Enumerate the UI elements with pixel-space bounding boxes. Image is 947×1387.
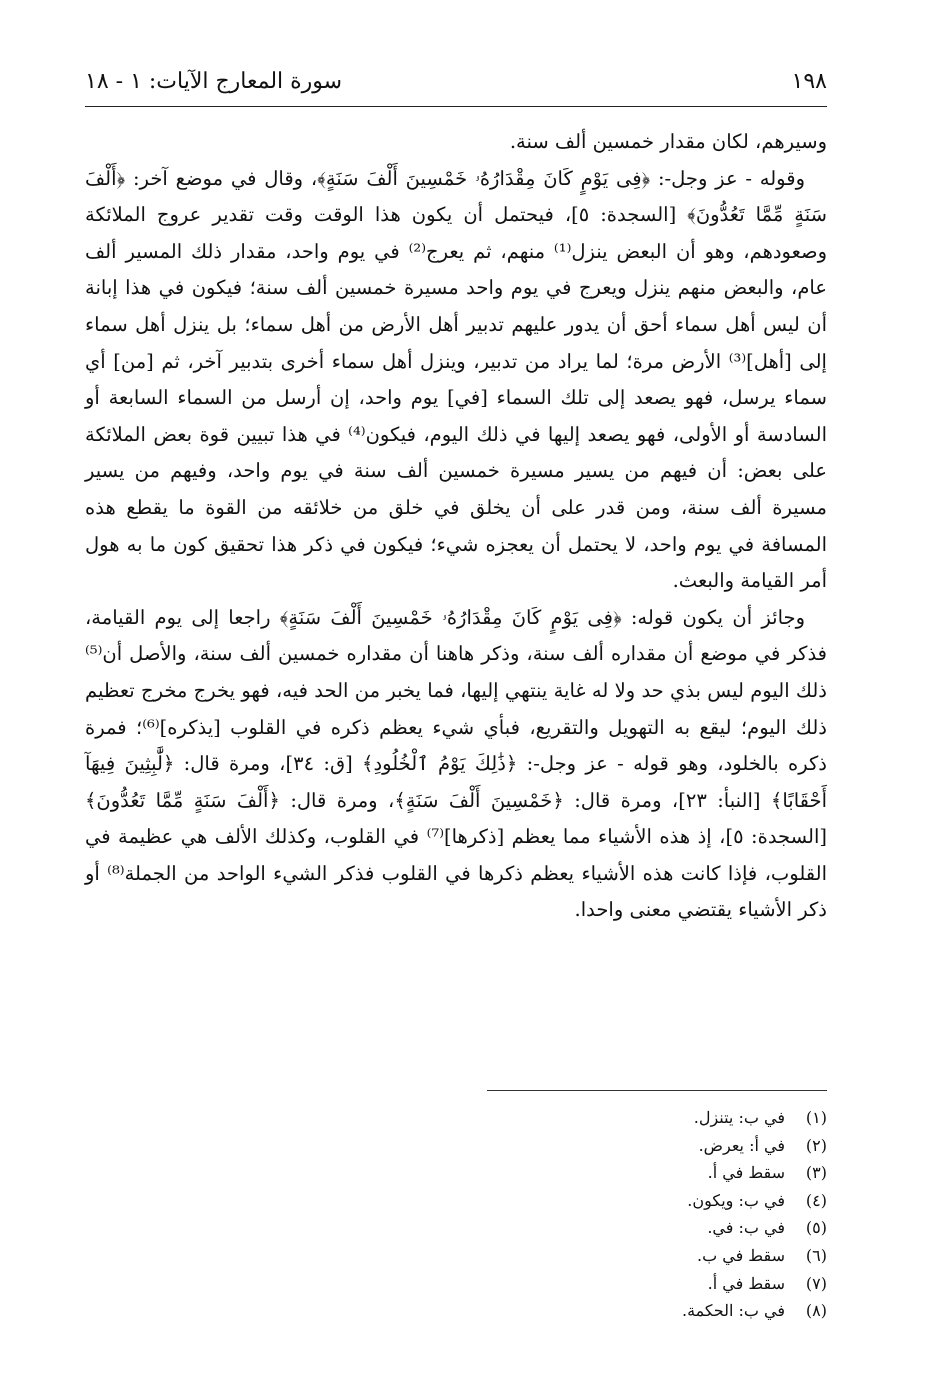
footnote-text: في أ: يعرض.	[698, 1135, 785, 1155]
footnote	[427, 1214, 827, 1242]
running-header	[85, 60, 827, 102]
footnote-number: (٤)	[805, 1190, 827, 1210]
footnote	[427, 1297, 827, 1325]
footnote-text: في ب: في.	[707, 1218, 785, 1238]
footnote	[427, 1270, 827, 1298]
footnote	[427, 1242, 827, 1270]
footnotes	[427, 1104, 827, 1325]
paragraph-2: وقوله - عز وجل-: ﴿فِى يَوْمٍ كَانَ مِقْدَارُهُۥ خَمْسِينَ أَلْفَ سَنَةٍ﴾، وقال في موضع آخر: ﴿أَلْفَ سَنَةٍ مِّمَّا تَعُدُّونَ﴾ [السجدة: ٥]، فيحتمل أن يكون هذا الوقت وقت تقدير عروج الملائكة وصعودهم، وهو أن البعض ينزل⁽¹⁾ منهم، ثم يعرج⁽²⁾ في يوم واحد، مقدار ذلك المسير ألف عام، والبعض منهم ينزل ويعرج في يوم واحد مسيرة خمسين ألف سنة؛ فيكون في هذا إبانة أن ليس أهل سماء أحق أن يدور عليهم تدبير أهل الأرض من أهل سماء؛ بل ينزل أهل سماء إلى [أهل]⁽³⁾ الأرض مرة؛ لما يراد من تدبير، وينزل أهل سماء أخرى بتدبير آخر، ثم [من] أي سماء يرسل، فهو يصعد إلى تلك السماء [في] يوم واحد، إن أرسل من السماء السابعة أو السادسة أو الأولى، فهو يصعد إليها في ذلك اليوم، فيكون⁽⁴⁾ في هذا تبيين قوة بعض الملائكة على بعض: أن فيهم من يسير مسيرة خمسين ألف سنة في يوم واحد، وفيهم من يسير مسيرة ألف سنة، ومن قدر على أن يخلق في خلق من خلائقه من القوة ما يقطع هذه المسافة في يوم واحد، لا يحتمل أن يعجزه شيء؛ فيكون في ذكر هذا تحقيق كون ما به هول أمر القيامة والبعث.	[85, 166, 827, 593]
footnote	[427, 1104, 827, 1132]
header-divider	[85, 106, 827, 107]
footnote-number: (٥)	[805, 1218, 827, 1238]
footnote-number: (٨)	[805, 1301, 827, 1321]
footnote-number: (٦)	[805, 1245, 827, 1265]
paragraph-3: وجائز أن يكون قوله: ﴿فِى يَوْمٍ كَانَ مِقْدَارُهُۥ خَمْسِينَ أَلْفَ سَنَةٍ﴾ راجعا إلى يوم القيامة، فذكر في موضع أن مقداره ألف سنة، وذكر هاهنا أن مقداره خمسين ألف سنة، والأصل أن⁽⁵⁾ ذلك اليوم ليس بذي حد ولا له غاية ينتهي إليها، فما يخبر من الحد فيه، فهو يخرج مخرج تعظيم ذلك اليوم؛ ليقع به التهويل والتقريع، فبأي شيء يعظم ذكره في القلوب [يذكره]⁽⁶⁾؛ فمرة ذكره بالخلود، وهو قوله - عز وجل-: ﴿ذَٰلِكَ يَوْمُ ٱلْخُلُودِ﴾ [ق: ٣٤]، ومرة قال: ﴿لَّٰبِثِينَ فِيهَآ أَحْقَابًا﴾ [النبأ: ٢٣]، ومرة قال: ﴿خَمْسِينَ أَلْفَ سَنَةٍ﴾، ومرة قال: ﴿أَلْفَ سَنَةٍ مِّمَّا تَعُدُّونَ﴾ [السجدة: ٥]، إذ هذه الأشياء مما يعظم [ذكرها]⁽⁷⁾ في القلوب، وكذلك الألف هي عظيمة في القلوب، فإذا كانت هذه الأشياء يعظم ذكرها في القلوب فذكر الشيء الواحد من الجملة⁽⁸⁾ أو ذكر الأشياء يقتضي معنى واحدا.	[85, 605, 828, 922]
paragraph-1: وسيرهم، لكان مقدار خمسين ألف سنة.	[509, 130, 827, 153]
footnote	[427, 1187, 827, 1215]
footnote	[427, 1132, 827, 1160]
running-title: سورة المعارج الآيات: ١ - ١٨	[85, 68, 343, 94]
footnote-divider	[487, 1090, 827, 1091]
footnote	[427, 1159, 827, 1187]
footnote-number: (٢)	[805, 1135, 827, 1155]
footnote-text: سقط في أ.	[707, 1163, 785, 1183]
footnote-number: (٣)	[805, 1163, 827, 1183]
footnote-text: في ب: ويكون.	[687, 1190, 785, 1210]
main-text	[85, 124, 827, 929]
footnote-text: سقط في أ.	[707, 1273, 785, 1293]
footnote-number: (١)	[805, 1108, 827, 1127]
footnote-text: في ب: يتنزل.	[693, 1108, 785, 1127]
page-number: ١٩٨	[791, 68, 827, 94]
footnote-number: (٧)	[805, 1273, 827, 1293]
footnote-text: في ب: الحكمة.	[681, 1301, 785, 1321]
footnote-text: سقط في ب.	[697, 1245, 785, 1265]
